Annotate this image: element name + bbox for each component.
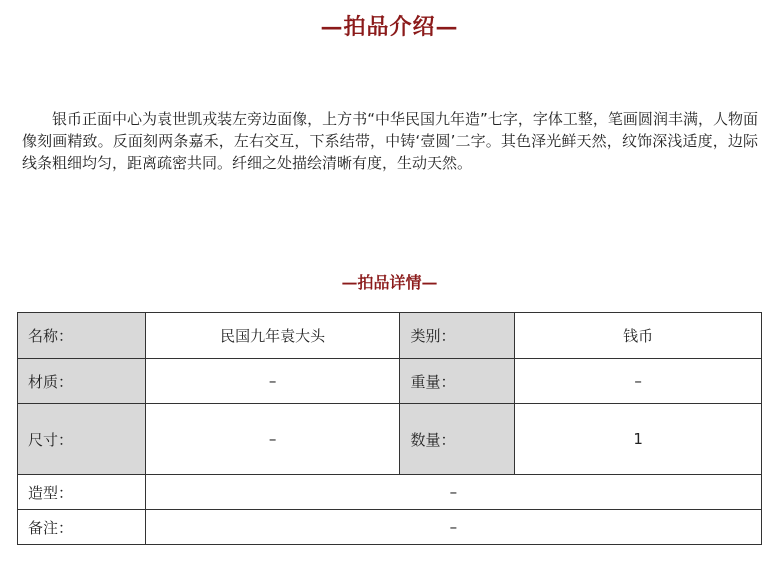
remark-label: 备注：: [18, 510, 146, 545]
weight-label: 重量：: [400, 359, 515, 404]
size-value: –: [145, 404, 400, 475]
size-label: 尺寸：: [18, 404, 146, 475]
material-value: –: [145, 359, 400, 404]
quantity-label: 数量：: [400, 404, 515, 475]
details-table: [17, 312, 762, 545]
table-row: [18, 313, 762, 359]
remark-value: –: [145, 510, 761, 545]
quantity-value: 1: [515, 404, 762, 475]
weight-value: –: [515, 359, 762, 404]
category-value: 钱币: [515, 313, 762, 359]
name-label: 名称：: [18, 313, 146, 359]
table-row: [18, 359, 762, 404]
category-label: 类别：: [400, 313, 515, 359]
shape-label: 造型：: [18, 475, 146, 510]
intro-paragraph: 银币正面中心为袁世凯戎装左旁边面像，上方书“中华民国九年造”七字，字体工整，笔画圆润丰满，人物面像刻画精致。反面刻两条嘉禾，左右交互，下系结带，中铸‘壹圆’二字。其色泽光鲜天然，纹饰深浅适度，边际线条粗细均匀，距离疏密共同。纤细之处描绘清晰有度，生动天然。: [22, 110, 759, 172]
details-section-title: —拍品详情—: [341, 273, 438, 292]
intro-section-title: —拍品介绍—: [320, 14, 459, 40]
shape-value: –: [145, 475, 761, 510]
material-label: 材质：: [18, 359, 146, 404]
table-row: [18, 404, 762, 475]
name-value: 民国九年袁大头: [145, 313, 400, 359]
table-row: [18, 475, 762, 510]
table-row: [18, 510, 762, 545]
